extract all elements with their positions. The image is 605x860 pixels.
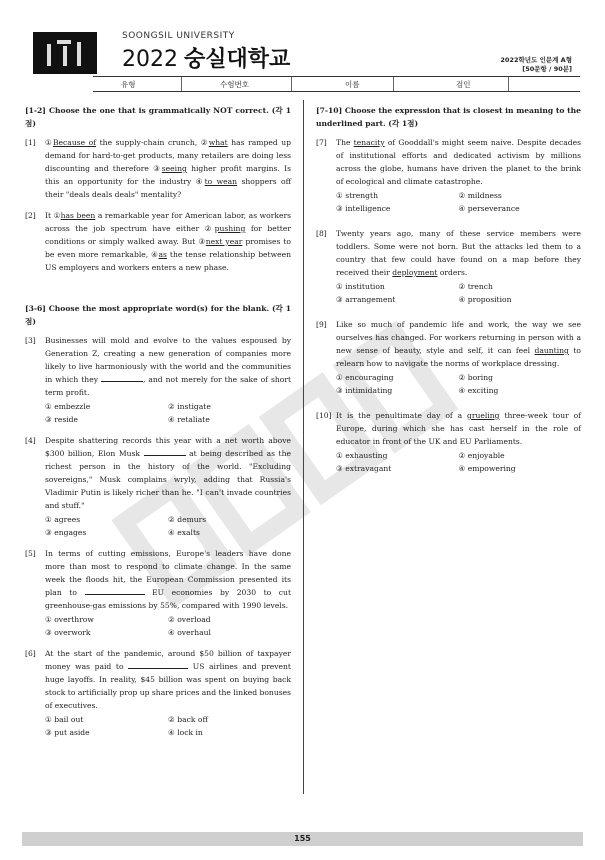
option-2[interactable]: ② boring (458, 373, 493, 382)
left-column (25, 104, 291, 747)
option-1-underlined: has been (60, 211, 96, 220)
field-exam-number: 수험번호 (220, 80, 249, 89)
option-4[interactable]: ④ exciting (458, 386, 499, 395)
option-2[interactable]: ② demurs (168, 515, 207, 524)
section-header-3-6: [3-6] Choose the most appropriate word(s) for the blank. (각 1점) (25, 304, 291, 326)
question-8: [8] Twenty years ago, many of these service members were toddlers. Some were not born. But the attacks led them to a country that few could have found on a map before they received their deployment orders. ① institution ② trench ③ arrangement ④ proposition (316, 229, 581, 304)
option-1-underlined: Because of (52, 138, 97, 147)
field-name: 이름 (345, 80, 360, 89)
option-3[interactable]: ③ put aside (45, 728, 90, 737)
option-3[interactable]: ③ extravagant (336, 464, 392, 473)
exam-year: 2022 (122, 47, 178, 72)
answer-options (45, 513, 291, 539)
option-4[interactable]: ④ exalts (168, 528, 200, 537)
option-1[interactable]: ① exhausting (336, 451, 388, 460)
option-2-underlined: pushing (214, 224, 246, 233)
field-seal: 검인 (456, 80, 471, 89)
answer-blank (144, 447, 186, 456)
question-7: [7] The tenacity of Gooddall's might seem naive. Despite decades of institutional efforts and dedicated activism by millions across the globe, humans have driven the planet to the brink of ecological and climate catastrophe. ① strength ② mildness ③ intelligence ④ perseverance (316, 138, 581, 213)
question-1: [1] ①Because of the supply-chain crunch, ②what has ramped up demand for hard-to-get products, many retailers are doing less discounting and therefore ③seeing higher profit margins. Is this an opportunity for the industry ④to wean shoppers off their "deals deals deals" mentality? (25, 138, 292, 199)
section-header-7-10: [7-10] Choose the expression that is closest in meaning to the underlined part. (각 1점) (316, 106, 581, 128)
option-2[interactable]: ② instigate (168, 402, 211, 411)
option-2[interactable]: ② overload (168, 615, 211, 624)
option-2[interactable]: ② trench (458, 282, 493, 291)
underlined-word: tenacity (353, 138, 385, 147)
column-divider (303, 100, 304, 794)
answer-blank (128, 660, 188, 669)
question-6: [6] At the start of the pandemic, around $50 billion of taxpayer money was paid to US airlines and prevent huge layoffs. In reality, $45 billion was spent on buying back stock to artificially prop up share prices and the linked bonuses of executives. ① bail out ② back off ③ put aside ④ lock in (25, 649, 291, 737)
option-3-underlined: next year (205, 237, 243, 246)
answer-options (336, 189, 581, 215)
option-3[interactable]: ③ engages (45, 528, 87, 537)
option-3[interactable]: ③ overwork (45, 628, 91, 637)
answer-options (336, 371, 581, 397)
underlined-word: daunting (534, 346, 569, 355)
option-2[interactable]: ② back off (168, 715, 208, 724)
answer-options (336, 280, 581, 306)
option-4[interactable]: ④ perseverance (458, 204, 520, 213)
option-1[interactable]: ① bail out (45, 715, 84, 724)
option-1[interactable]: ① overthrow (45, 615, 94, 624)
underlined-word: grueling (467, 411, 500, 420)
option-1[interactable]: ① institution (336, 282, 385, 291)
question-2: [2] It ①has been a remarkable year for American labor, as workers across the job spectrum have either ②pushing for better conditions or simply walked away. But ③next year promises to be even more remarkable, ④as the tense relationship between US employers and workers enters a new phase. (25, 211, 291, 272)
underlined-word: deployment (392, 268, 438, 277)
option-4-underlined: to wean (204, 177, 238, 186)
option-4[interactable]: ④ empowering (458, 464, 516, 473)
option-4-underlined: as (158, 250, 167, 259)
option-1[interactable]: ① agrees (45, 515, 81, 524)
page-title (122, 42, 290, 73)
option-4[interactable]: ④ overhaul (168, 628, 211, 637)
exam-info (500, 56, 572, 74)
section-header-1-2: [1-2] Choose the one that is grammatically NOT correct. (각 1점) (25, 106, 291, 128)
answer-options (45, 713, 291, 739)
option-3-underlined: seeing (161, 164, 187, 173)
field-type: 유형 (121, 80, 136, 89)
page-number: 155 (22, 832, 583, 846)
option-3[interactable]: ③ reside (45, 415, 79, 424)
right-column (316, 104, 581, 483)
question-9: [9] Like so much of pandemic life and work, the way we see ourselves has changed. For workers returning in person with a new sense of beauty, style and self, it can feel daunting to relearn how to navigate the norms of workplace dressing. ① encouraging ② boring ③ intimidating ④ exciting (316, 320, 581, 395)
candidate-info-bar (93, 76, 580, 92)
option-4[interactable]: ④ lock in (168, 728, 203, 737)
answer-blank (101, 373, 143, 382)
university-name-en: SOONGSIL UNIVERSITY (122, 31, 235, 41)
answer-options (45, 400, 291, 426)
question-4: [4] Despite shattering records this year with a net worth above $300 billion, Elon Musk at being described as the richest person in the history of the world. "Excluding sovereigns," Musk complains wryly, adding that Russia's Vladimir Putin is likely richer than he. "I can't invade countries and stuff." ① agrees ② demurs ③ engages ④ exalts (25, 436, 291, 537)
option-2-underlined: what (208, 138, 228, 147)
option-2[interactable]: ② mildness (458, 191, 502, 200)
question-10: [10] It is the penultimate day of a grueling three-week tour of Europe, during which she has cast herself in the role of educator in front of the UK and EU Parliaments. ① exhausting ② enjoyable ③ extravagant ④ empowering (316, 411, 581, 473)
answer-options (45, 613, 291, 639)
question-5: [5] In terms of cutting emissions, Europe's leaders have done more than most to respond to climate change. In the same week the floods hit, the European Commission presented its plan to EU economies by 2030 to cut greenhouse-gas emissions by 55%, compared with 1990 levels. ① overthrow ② overload ③ overwork ④ overhaul (25, 549, 291, 637)
exam-meta: [50문항 / 90분] (522, 65, 572, 73)
university-logo (33, 32, 97, 74)
answer-blank (85, 586, 145, 595)
question-3: [3] Businesses will mold and evolve to the values espoused by Generation Z, creating a new generation of companies more likely to live harmoniously with the world and the communities in which they , and not merely for the sake of short term profit. ① embezzle ② instigate ③ reside ④ retaliate (25, 336, 291, 424)
option-4[interactable]: ④ retaliate (168, 415, 210, 424)
option-3[interactable]: ③ arrangement (336, 295, 396, 304)
exam-type: 2022학년도 인문계 A형 (500, 56, 572, 64)
option-1[interactable]: ① strength (336, 191, 378, 200)
option-3[interactable]: ③ intelligence (336, 204, 391, 213)
option-3[interactable]: ③ intimidating (336, 386, 393, 395)
option-1[interactable]: ① embezzle (45, 402, 91, 411)
option-2[interactable]: ② enjoyable (458, 451, 505, 460)
answer-options (336, 449, 581, 475)
option-1[interactable]: ① encouraging (336, 373, 394, 382)
university-name-ko: 숭실대학교 (184, 47, 291, 72)
option-4[interactable]: ④ proposition (458, 295, 512, 304)
